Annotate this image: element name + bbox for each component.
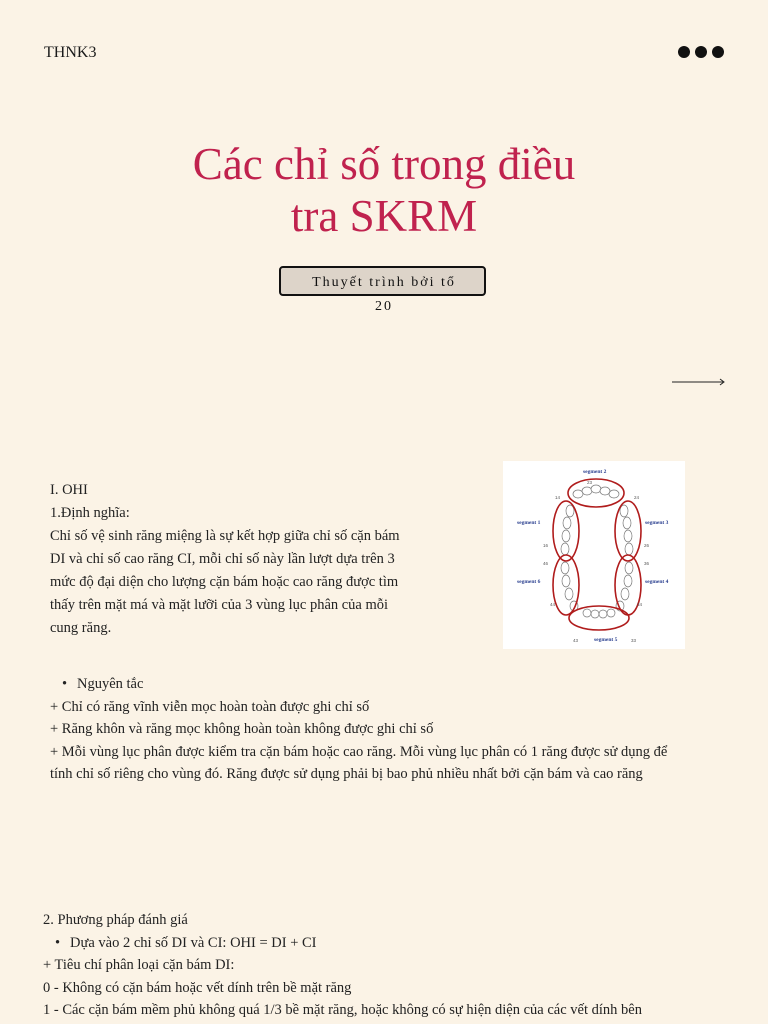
method-line: 0 - Không có cặn bám hoặc vết dính trên bề mặt răng — [43, 979, 352, 996]
principle-line: + Mỗi vùng lục phân được kiểm tra cặn bám hoặc cao răng. Mỗi vùng lục phân có 1 răng được sử dụng để — [50, 743, 668, 760]
section-subheading: 1.Định nghĩa: — [50, 505, 130, 521]
tooth-number: 33 — [631, 638, 637, 643]
segment-label: segment 4 — [645, 579, 669, 585]
page-title — [0, 138, 768, 242]
presenter-line-2: 20 — [375, 299, 393, 314]
principle-line: tính chỉ số riêng cho vùng đó. Răng được sử dụng phải bị bao phủ nhiều nhất bởi cặn bám và cao răng — [50, 766, 643, 782]
tooth-number: 24 — [634, 495, 640, 500]
arrow-right-icon[interactable] — [672, 376, 726, 388]
definition-line: Chỉ số vệ sinh răng miệng là sự kết hợp giữa chỉ số cặn bám — [50, 528, 400, 544]
section-heading: 2. Phương pháp đánh giá — [43, 912, 188, 928]
segment-label: segment 3 — [645, 520, 669, 526]
tooth-number: 46 — [543, 561, 549, 566]
dental-segments-figure — [503, 461, 685, 649]
segment-label: segment 1 — [517, 520, 541, 526]
principle-line: + Chỉ có răng vĩnh viễn mọc hoàn toàn được ghi chỉ số — [50, 698, 370, 715]
presenter-line-1: Thuyết trình bởi tổ — [312, 275, 456, 290]
definition-line: thấy trên mặt má và mặt lưỡi của 3 vùng lục phân của mỗi — [50, 597, 389, 613]
section-heading: I. OHI — [50, 482, 88, 498]
brand-label: THNK3 — [44, 44, 97, 61]
dot — [712, 46, 724, 58]
method-bullet: • Dựa vào 2 chỉ số DI và CI: OHI = DI + CI — [43, 932, 743, 955]
principles-section — [50, 673, 740, 786]
definition-line: DI và chỉ số cao răng CI, mỗi chỉ số này lần lượt dựa trên 3 — [50, 551, 395, 567]
tooth-number: 16 — [543, 543, 549, 548]
method-line: 1 - Các cặn bám mềm phủ không quá 1/3 bề mặt răng, hoặc không có sự hiện diện của các vết dính bên — [43, 1002, 642, 1018]
evaluation-method-section — [43, 909, 743, 1022]
tooth-number: 44 — [550, 602, 556, 607]
page-title-line-1: Các chỉ số trong điều — [192, 139, 576, 189]
tooth-number: 23 — [587, 480, 593, 485]
dot — [678, 46, 690, 58]
more-dots-icon[interactable] — [678, 46, 724, 58]
page-title-line-2: tra SKRM — [290, 191, 478, 241]
principle-line: + Răng khôn và răng mọc không hoàn toàn không được ghi chỉ số — [50, 721, 434, 737]
principle-bullet: • Nguyên tắc — [50, 673, 740, 696]
dental-arch-diagram — [503, 461, 685, 649]
tooth-number: 43 — [573, 638, 579, 643]
segment-label: segment 6 — [517, 579, 541, 585]
method-line: + Tiêu chí phân loại cặn bám DI: — [43, 957, 235, 973]
dot — [695, 46, 707, 58]
tooth-number: 26 — [644, 543, 650, 548]
definition-line: mức độ đại diện cho lượng cặn bám hoặc cao răng được tìm — [50, 574, 399, 590]
tooth-number: 34 — [637, 602, 643, 607]
tooth-number: 36 — [644, 561, 650, 566]
segment-label: segment 5 — [594, 637, 618, 643]
ohi-definition-section — [50, 479, 450, 640]
definition-line: cung răng. — [50, 620, 112, 636]
segment-label: segment 2 — [583, 469, 607, 475]
tooth-number: 14 — [555, 495, 561, 500]
